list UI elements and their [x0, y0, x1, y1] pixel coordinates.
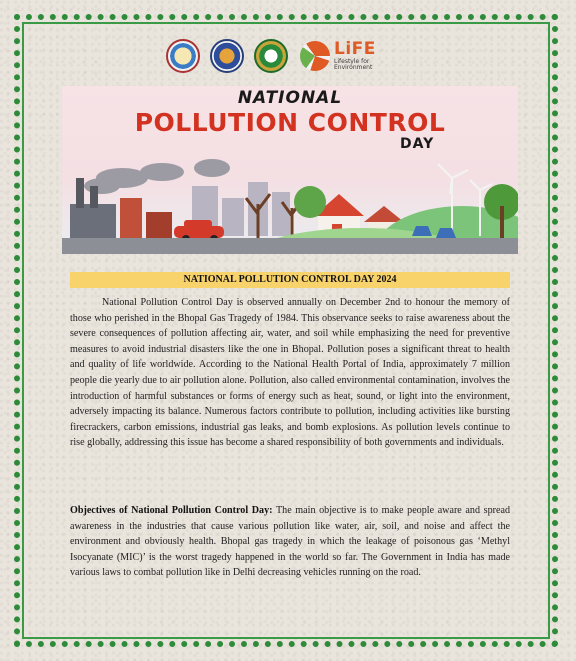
life-wordmark: LiFE	[334, 39, 376, 59]
banner-title-line3: DAY	[400, 136, 435, 152]
banner-title-line2: POLLUTION CONTROL	[134, 108, 446, 137]
section-heading: NATIONAL POLLUTION CONTROL DAY 2024	[70, 272, 510, 288]
life-tagline: Lifestyle for Environment	[334, 58, 373, 71]
life-sun-icon	[300, 41, 330, 71]
state-emblem-icon	[254, 39, 288, 73]
road	[62, 238, 518, 254]
objectives-body: The main objective is to make people aware and spread awareness in the industries that cause various pollution like water, air, soil, and noise and affect the environment and obviously health. Bhopal gas tragedy in which the leakage of poisonous gas ‘Methyl Isocyanate (MIC)’ is the worst tragedy happened in the world so far. The Government in India has made various laws to combat pollution like in Delhi decreasing vehicles running on the road.	[70, 505, 510, 579]
intro-paragraph: National Pollution Control Day is observed annually on December 2nd to honour the memory of those who perished in the Bhopal Gas Tragedy of 1984. This observance seeks to raise awareness about the severe consequences of pollution affecting air, water, and soil while emphasizing the need for preventive measures to avoid industrial disasters like the one in Bhopal. Pollution poses a significant threat to health and quality of life worldwide. According to the National Health Portal of India, approximately 7 million people die yearly due to air pollution alone. Pollution, also called environmental contamination, involves the introduction of harmful substances or forms of energy such as heat, sound, or light into the environment, adversely impacting its balance. Numerous factors contribute to pollution, including activities like bursting firecrackers, carbon emissions, industrial gas leaks, and bomb explosions. As pollution levels continue to rise globally, addressing this issue has become a shared responsibility of both governments and individuals.	[70, 297, 510, 449]
institution-emblem-icon	[210, 39, 244, 73]
title-banner	[62, 86, 518, 254]
ministry-emblem-icon	[166, 39, 200, 73]
objectives-label: Objectives of National Pollution Control Day:	[70, 505, 273, 516]
logo-row	[166, 38, 426, 74]
objectives-paragraph	[70, 503, 510, 581]
banner-title-line1: NATIONAL	[237, 88, 343, 108]
life-logo	[300, 41, 390, 71]
